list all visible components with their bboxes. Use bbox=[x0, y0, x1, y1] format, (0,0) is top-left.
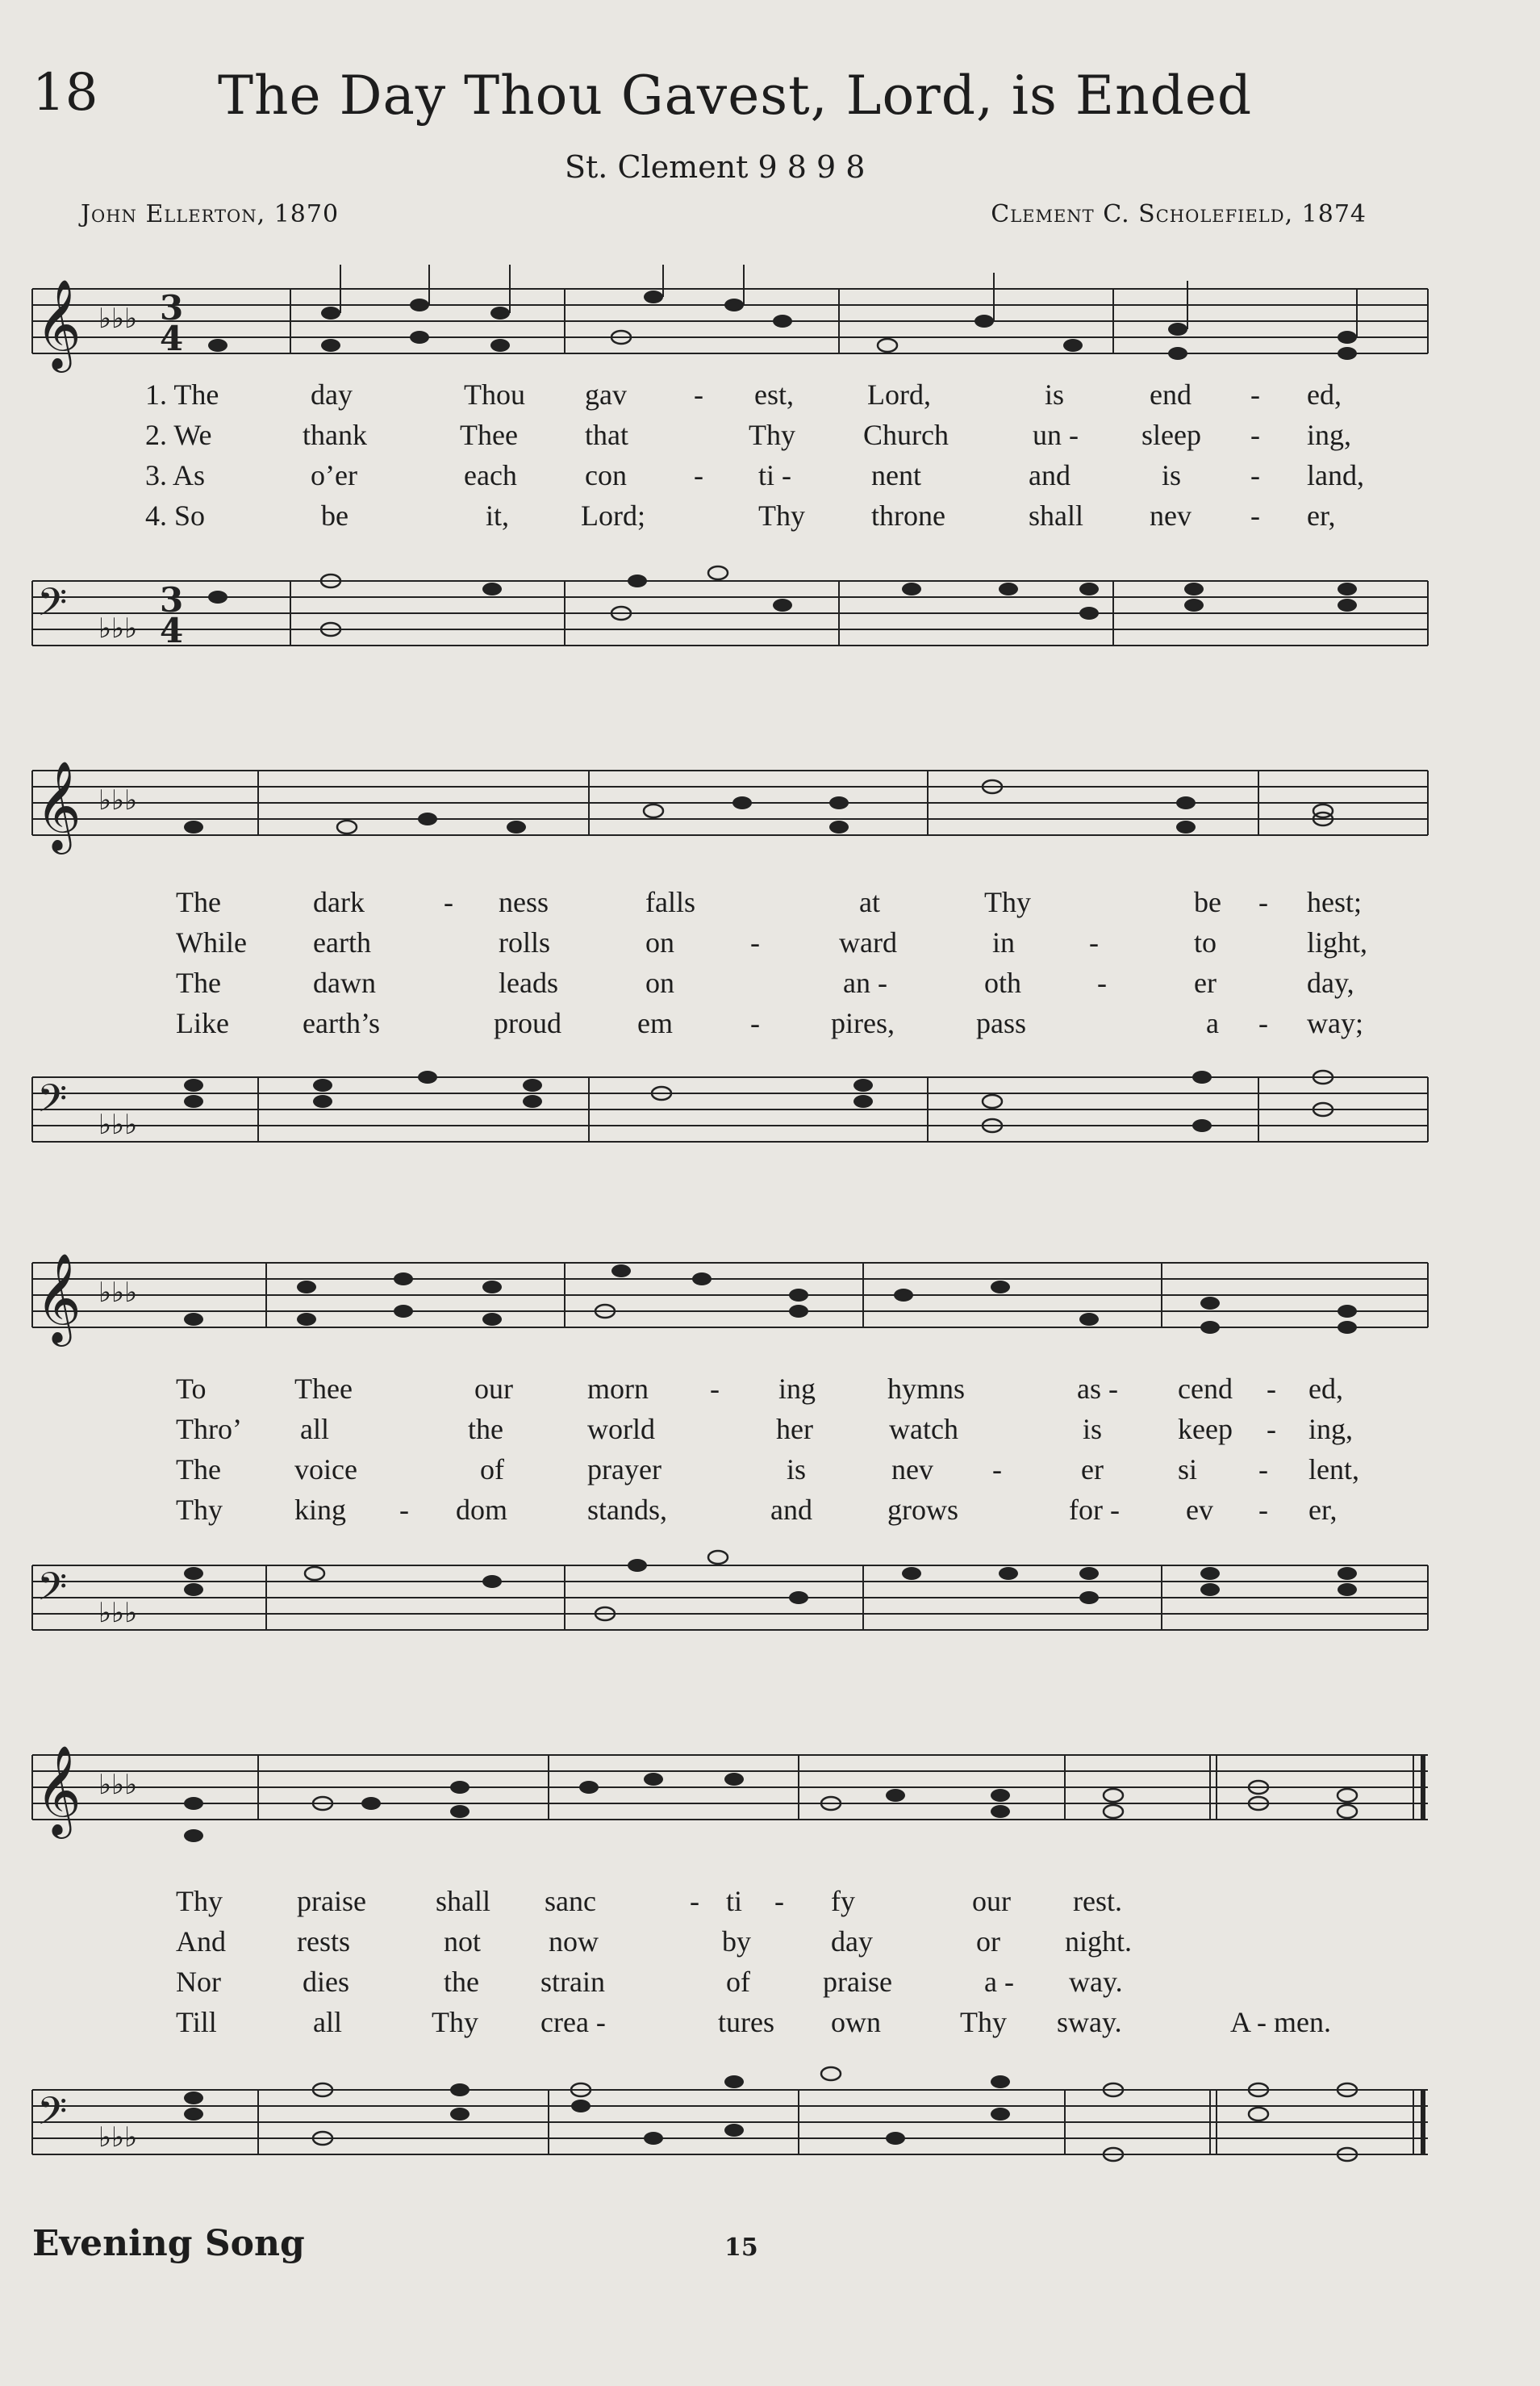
lyric-syllable: now bbox=[549, 1925, 599, 1958]
svg-text:♭♭♭: ♭♭♭ bbox=[98, 784, 138, 817]
svg-text:3: 3 bbox=[160, 288, 184, 328]
lyric-syllable: land, bbox=[1307, 459, 1364, 491]
lyric-syllable: a - bbox=[984, 1966, 1014, 1998]
lyric-syllable: - bbox=[750, 926, 760, 959]
lyric-syllable: nev bbox=[1150, 499, 1192, 532]
lyric-syllable: pass bbox=[976, 1007, 1026, 1039]
lyric-syllable: morn bbox=[587, 1373, 649, 1405]
svg-text:3: 3 bbox=[160, 580, 184, 620]
lyric-syllable: the bbox=[468, 1413, 503, 1445]
verse-1-line bbox=[24, 378, 1468, 413]
lyric-syllable: voice bbox=[294, 1453, 357, 1486]
lyric-syllable: er bbox=[1081, 1453, 1104, 1486]
music-system-2 bbox=[24, 746, 1436, 1166]
lyric-syllable: day, bbox=[1307, 967, 1354, 999]
verse-2-line bbox=[24, 1412, 1468, 1448]
lyric-syllable: a bbox=[1206, 1007, 1219, 1039]
lyric-syllable: in bbox=[992, 926, 1016, 959]
lyric-syllable: Lord, bbox=[867, 378, 931, 411]
svg-text:𝄢: 𝄢 bbox=[37, 1076, 68, 1130]
lyric-syllable: on bbox=[645, 967, 674, 999]
lyric-syllable: day bbox=[311, 378, 353, 411]
lyric-syllable: - bbox=[1250, 459, 1260, 491]
composer: Clement C. Scholefield, 1874 bbox=[991, 200, 1367, 228]
verse-2-line bbox=[24, 1924, 1468, 1960]
verse-4-line bbox=[24, 499, 1468, 534]
lyric-syllable: our bbox=[972, 1885, 1011, 1917]
lyric-syllable: est, bbox=[754, 378, 794, 411]
svg-text:4: 4 bbox=[160, 611, 184, 650]
verse-3-line bbox=[24, 1452, 1468, 1488]
svg-text:𝄞: 𝄞 bbox=[35, 760, 81, 850]
svg-text:𝄞: 𝄞 bbox=[35, 1252, 81, 1343]
verse-2-line bbox=[24, 418, 1468, 453]
lyric-syllable: dom bbox=[456, 1494, 508, 1526]
lyric-syllable: falls bbox=[645, 886, 695, 918]
lyric-syllable: Lord; bbox=[581, 499, 645, 532]
lyric-syllable: - bbox=[694, 459, 703, 491]
lyric-syllable: and bbox=[770, 1494, 812, 1526]
svg-text:4: 4 bbox=[160, 319, 184, 358]
music-system-4 bbox=[24, 1731, 1436, 2183]
lyric-syllable: that bbox=[585, 419, 628, 451]
lyric-syllable: rolls bbox=[499, 926, 551, 959]
hymn-number: 18 bbox=[32, 63, 98, 123]
svg-text:𝄢: 𝄢 bbox=[37, 2088, 68, 2143]
lyric-syllable: dies bbox=[303, 1966, 349, 1998]
verse-1-line bbox=[24, 885, 1468, 921]
lyric-syllable: ness bbox=[499, 886, 549, 918]
collection-title: Evening Song bbox=[32, 2223, 305, 2264]
lyric-syllable: Thy bbox=[176, 1885, 223, 1917]
lyric-syllable: Thy bbox=[432, 2006, 478, 2038]
lyric-syllable: - bbox=[1258, 1453, 1268, 1486]
lyric-syllable: night. bbox=[1065, 1925, 1133, 1958]
lyric-syllable: praise bbox=[823, 1966, 892, 1998]
tune-name: St. Clement 9 8 9 8 bbox=[565, 149, 866, 185]
lyric-syllable: Church bbox=[863, 419, 949, 451]
lyric-syllable: si bbox=[1178, 1453, 1198, 1486]
lyric-syllable: And bbox=[176, 1925, 226, 1958]
lyric-syllable: - bbox=[1258, 1494, 1268, 1526]
lyric-syllable: as - bbox=[1077, 1373, 1118, 1405]
lyric-syllable: way; bbox=[1307, 1007, 1363, 1039]
lyric-syllable: grows bbox=[887, 1494, 958, 1526]
lyric-syllable: of bbox=[480, 1453, 504, 1486]
lyric-syllable: ward bbox=[839, 926, 897, 959]
lyric-syllable: - bbox=[399, 1494, 409, 1526]
lyric-syllable: crea - bbox=[540, 2006, 606, 2038]
lyric-syllable: ing, bbox=[1307, 419, 1352, 451]
lyric-syllable: - bbox=[774, 1885, 784, 1917]
lyric-syllable: our bbox=[474, 1373, 513, 1405]
lyric-syllable: earth bbox=[313, 926, 371, 959]
lyric-syllable: Till bbox=[176, 2006, 217, 2038]
page-number: 15 bbox=[724, 2233, 758, 2262]
lyric-syllable: con bbox=[585, 459, 627, 491]
lyric-syllable: shall bbox=[1029, 499, 1083, 532]
lyric-syllable: dark bbox=[313, 886, 365, 918]
lyric-syllable: be bbox=[321, 499, 348, 532]
lyric-syllable: ing, bbox=[1308, 1413, 1354, 1445]
lyric-syllable: is bbox=[1162, 459, 1182, 491]
lyric-syllable: Thee bbox=[460, 419, 518, 451]
lyric-syllable: stands, bbox=[587, 1494, 667, 1526]
music-system-3 bbox=[24, 1239, 1436, 1658]
lyric-syllable: Thy bbox=[749, 419, 795, 451]
lyric-syllable: way. bbox=[1069, 1966, 1123, 1998]
lyric-syllable: it, bbox=[486, 499, 510, 532]
lyric-syllable: er, bbox=[1307, 499, 1336, 532]
lyric-syllable: be bbox=[1194, 886, 1221, 918]
verse-1-line bbox=[24, 1884, 1468, 1920]
lyric-syllable: ed, bbox=[1307, 378, 1342, 411]
lyric-syllable: all bbox=[313, 2006, 342, 2038]
bass-staff bbox=[24, 557, 1436, 670]
treble-staff bbox=[24, 1731, 1436, 1844]
svg-text:♭♭♭: ♭♭♭ bbox=[98, 1277, 138, 1309]
lyric-syllable: - bbox=[1089, 926, 1099, 959]
lyric-syllable: To bbox=[176, 1373, 207, 1405]
lyric-syllable: an - bbox=[843, 967, 887, 999]
lyric-syllable: at bbox=[859, 886, 880, 918]
lyric-syllable: prayer bbox=[587, 1453, 661, 1486]
lyric-syllable: strain bbox=[540, 1966, 605, 1998]
lyric-syllable: Thou bbox=[464, 378, 525, 411]
lyric-syllable: is bbox=[1045, 378, 1065, 411]
lyric-syllable: ev bbox=[1186, 1494, 1213, 1526]
treble-staff bbox=[24, 265, 1436, 378]
lyric-syllable: - bbox=[1267, 1373, 1276, 1405]
lyric-syllable: of bbox=[726, 1966, 750, 1998]
lyric-syllable: dawn bbox=[313, 967, 376, 999]
lyric-syllable: Nor bbox=[176, 1966, 221, 1998]
verse-3-line bbox=[24, 458, 1468, 494]
svg-text:♭♭♭: ♭♭♭ bbox=[98, 1597, 138, 1629]
lyric-syllable: - bbox=[1250, 499, 1260, 532]
lyric-syllable: sleep bbox=[1141, 419, 1201, 451]
lyric-syllable: day bbox=[831, 1925, 873, 1958]
verse-2-line bbox=[24, 926, 1468, 961]
lyric-syllable: - bbox=[750, 1007, 760, 1039]
verse-4-line bbox=[24, 1493, 1468, 1528]
lyric-syllable: hymns bbox=[887, 1373, 966, 1405]
lyric-syllable: oth bbox=[984, 967, 1022, 999]
lyric-syllable: nev bbox=[891, 1453, 933, 1486]
treble-staff bbox=[24, 1239, 1436, 1352]
svg-text:♭♭♭: ♭♭♭ bbox=[98, 303, 138, 335]
lyric-syllable: 2. We bbox=[145, 419, 212, 451]
lyric-syllable: shall bbox=[436, 1885, 490, 1917]
lyric-syllable: ed, bbox=[1308, 1373, 1343, 1405]
verse-3-line bbox=[24, 966, 1468, 1001]
lyric-syllable: rest. bbox=[1073, 1885, 1122, 1917]
lyric-syllable: The bbox=[176, 967, 221, 999]
lyric-syllable: watch bbox=[889, 1413, 958, 1445]
lyric-syllable: un - bbox=[1033, 419, 1079, 451]
lyric-syllable: - bbox=[1258, 886, 1268, 918]
lyric-syllable: While bbox=[176, 926, 247, 959]
lyric-syllable: 3. As bbox=[145, 459, 206, 491]
lyric-syllable: er bbox=[1194, 967, 1217, 999]
svg-text:♭♭♭: ♭♭♭ bbox=[98, 1769, 138, 1801]
lyric-syllable: 4. So bbox=[145, 499, 206, 532]
lyric-syllable: cend bbox=[1178, 1373, 1233, 1405]
lyric-syllable: to bbox=[1194, 926, 1217, 959]
text-author: John Ellerton, 1870 bbox=[81, 200, 340, 228]
lyric-syllable: king bbox=[294, 1494, 347, 1526]
lyric-syllable: thank bbox=[303, 419, 367, 451]
lyric-syllable: by bbox=[722, 1925, 751, 1958]
lyric-syllable: gav bbox=[585, 378, 627, 411]
lyric-syllable: A - men. bbox=[1230, 2006, 1331, 2038]
verse-3-line bbox=[24, 1965, 1468, 2000]
lyric-syllable: Thy bbox=[960, 2006, 1007, 2038]
lyric-syllable: is bbox=[787, 1453, 807, 1486]
lyric-syllable: ti - bbox=[758, 459, 791, 491]
lyric-syllable: Like bbox=[176, 1007, 229, 1039]
lyric-syllable: sanc bbox=[545, 1885, 596, 1917]
lyric-syllable: Thy bbox=[176, 1494, 223, 1526]
lyric-syllable: not bbox=[444, 1925, 482, 1958]
lyric-syllable: - bbox=[1258, 1007, 1268, 1039]
lyric-syllable: ing bbox=[778, 1373, 816, 1405]
lyric-syllable: keep bbox=[1178, 1413, 1233, 1445]
lyric-syllable: sway. bbox=[1057, 2006, 1122, 2038]
lyric-syllable: lent, bbox=[1308, 1453, 1359, 1486]
lyric-syllable: - bbox=[694, 378, 703, 411]
svg-text:♭♭♭: ♭♭♭ bbox=[98, 1109, 138, 1141]
lyric-syllable: - bbox=[1097, 967, 1107, 999]
svg-text:♭♭♭: ♭♭♭ bbox=[98, 612, 138, 645]
lyric-syllable: world bbox=[587, 1413, 655, 1445]
lyric-syllable: for - bbox=[1069, 1494, 1120, 1526]
lyric-syllable: ti bbox=[726, 1885, 743, 1917]
verse-4-line bbox=[24, 1006, 1468, 1042]
lyric-syllable: end bbox=[1150, 378, 1192, 411]
lyric-syllable: all bbox=[300, 1413, 329, 1445]
lyric-syllable: earth’s bbox=[303, 1007, 380, 1039]
verse-4-line bbox=[24, 2005, 1468, 2041]
bass-staff bbox=[24, 1053, 1436, 1166]
lyric-syllable: her bbox=[776, 1413, 813, 1445]
lyric-syllable: - bbox=[690, 1885, 699, 1917]
bass-staff bbox=[24, 2066, 1436, 2179]
treble-staff bbox=[24, 746, 1436, 859]
lyric-syllable: is bbox=[1083, 1413, 1103, 1445]
lyric-syllable: The bbox=[176, 1453, 221, 1486]
lyric-syllable: o’er bbox=[311, 459, 357, 491]
lyric-syllable: pires, bbox=[831, 1007, 895, 1039]
bass-staff bbox=[24, 1541, 1436, 1654]
lyric-syllable: proud bbox=[494, 1007, 561, 1039]
lyric-syllable: on bbox=[645, 926, 674, 959]
lyric-syllable: - bbox=[992, 1453, 1002, 1486]
lyric-syllable: throne bbox=[871, 499, 945, 532]
lyric-syllable: or bbox=[976, 1925, 1000, 1958]
svg-text:𝄢: 𝄢 bbox=[37, 1564, 68, 1619]
lyric-syllable: nent bbox=[871, 459, 921, 491]
svg-text:♭♭♭: ♭♭♭ bbox=[98, 2121, 138, 2154]
lyric-syllable: Thy bbox=[758, 499, 805, 532]
lyric-syllable: - bbox=[444, 886, 453, 918]
lyric-syllable: Thro’ bbox=[176, 1413, 242, 1445]
lyric-syllable: tures bbox=[718, 2006, 774, 2038]
lyric-syllable: - bbox=[710, 1373, 720, 1405]
hymn-title: The Day Thou Gavest, Lord, is Ended bbox=[218, 65, 1253, 127]
lyric-syllable: fy bbox=[831, 1885, 855, 1917]
lyric-syllable: - bbox=[1267, 1413, 1276, 1445]
music-system-1 bbox=[24, 242, 1436, 694]
lyric-syllable: er, bbox=[1308, 1494, 1338, 1526]
lyric-syllable: leads bbox=[499, 967, 558, 999]
lyric-syllable: the bbox=[444, 1966, 479, 1998]
lyric-syllable: 1. The bbox=[145, 378, 219, 411]
verse-1-line bbox=[24, 1372, 1468, 1407]
lyric-syllable: and bbox=[1029, 459, 1070, 491]
lyric-syllable: - bbox=[1250, 378, 1260, 411]
lyric-syllable: praise bbox=[297, 1885, 366, 1917]
lyric-syllable: em bbox=[637, 1007, 673, 1039]
lyric-syllable: own bbox=[831, 2006, 881, 2038]
lyric-syllable: Thy bbox=[984, 886, 1031, 918]
svg-text:𝄞: 𝄞 bbox=[35, 1745, 81, 1835]
lyric-syllable: - bbox=[1250, 419, 1260, 451]
lyric-syllable: The bbox=[176, 886, 221, 918]
svg-text:𝄞: 𝄞 bbox=[35, 278, 81, 369]
lyric-syllable: light, bbox=[1307, 926, 1368, 959]
lyric-syllable: rests bbox=[297, 1925, 350, 1958]
lyric-syllable: each bbox=[464, 459, 517, 491]
lyric-syllable: Thee bbox=[294, 1373, 353, 1405]
lyric-syllable: hest; bbox=[1307, 886, 1362, 918]
svg-text:𝄢: 𝄢 bbox=[37, 579, 68, 634]
